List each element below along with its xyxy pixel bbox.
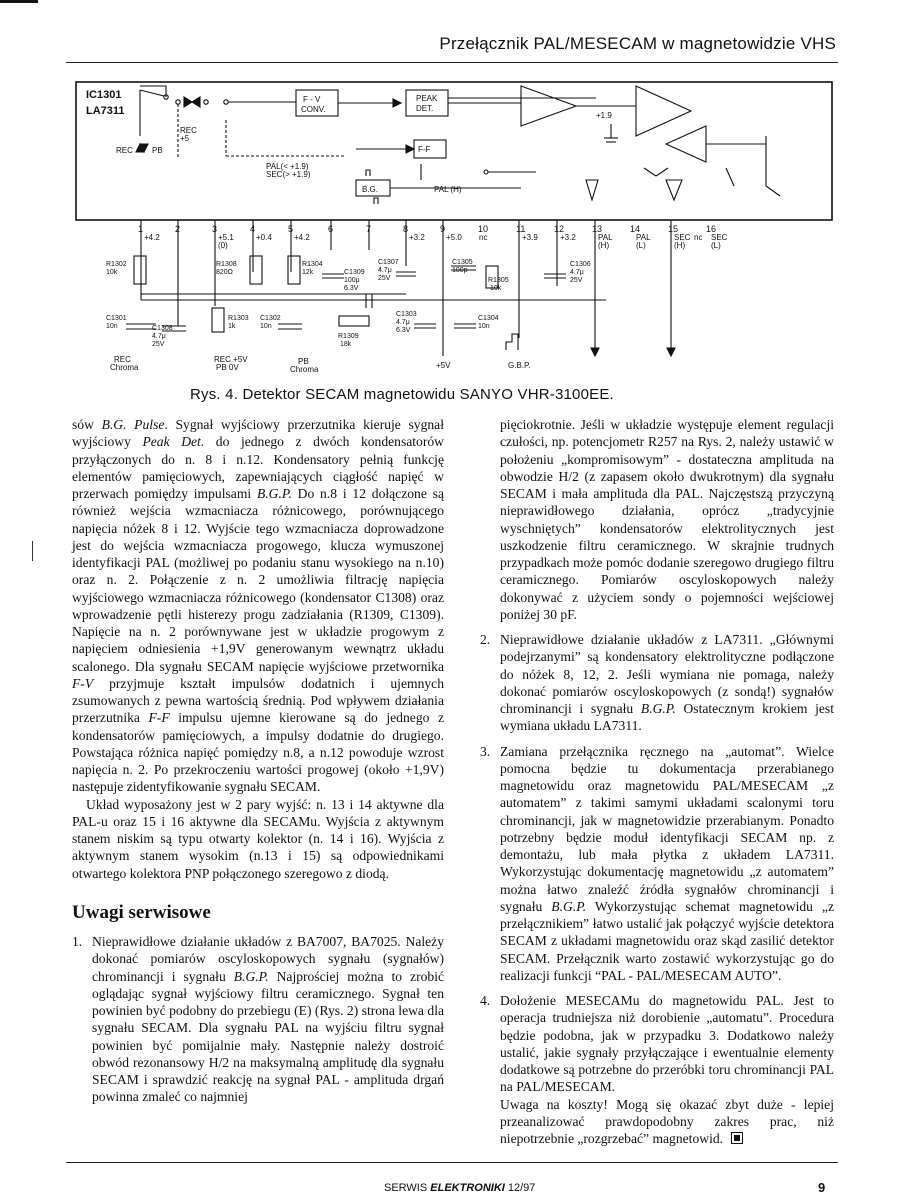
svg-text:10n: 10n [478, 323, 490, 330]
margin-mark [32, 541, 33, 561]
svg-text:25V: 25V [152, 341, 165, 348]
svg-text:7: 7 [366, 224, 372, 234]
svg-text:+0.4: +0.4 [256, 233, 272, 242]
svg-text:25V: 25V [378, 275, 391, 282]
svg-text:F - V: F - V [303, 95, 321, 104]
svg-text:820Ω: 820Ω [216, 269, 233, 276]
list-item: 2. Nieprawidłowe działanie układów z LA7311. „Głównymi podejrzanymi” są kondensatory elektrolityczne podłączone do nóżek 8, 12, 2. Jeśli wymiana nie pomaga, należy dokonać pomiarów oscyloskopowych (z sondą!) sygnałów chrominancji i sygnału B.G.P. Ostatecznym krokiem jest wymiana układu LA7311. [480, 632, 835, 734]
svg-text:nc: nc [694, 233, 703, 242]
svg-text:C1308: C1308 [152, 325, 173, 332]
list-item: 4. Dołożenie MESECAMu do magnetowidu PAL. Jest to operacja trudniejsza niż dorobienie „automatu”. Procedura będzie podobna, jak w przypadku 3. Dodatkowo należy ustalić, jakie sygnały przyłączające i ewentualnie elementy dodatkowe są potrzebne do przeróbki toru chrominancji PAL na PAL/MESECAM. [480, 993, 834, 1095]
svg-text:Chroma: Chroma [290, 365, 319, 374]
svg-text:25V: 25V [570, 277, 583, 284]
svg-text:+5.0: +5.0 [446, 233, 462, 242]
svg-text:4.7μ: 4.7μ [152, 333, 166, 340]
svg-text:REC: REC [180, 126, 197, 135]
ic-type: LA7311 [86, 105, 125, 117]
svg-text:1: 1 [138, 224, 144, 234]
svg-text:14: 14 [630, 224, 641, 234]
list-item: 1. Nieprawidłowe działanie układów z BA7007, BA7025. Należy dokonać pomiarów oscyloskopowych sygnału (sygnałów) chrominancji i sygnału B.G.P. Najprościej można to zrobić oglądając sygnał wyjściowy filtru ceramicznego. Sygnał ten powinien być podobny do przebiegu (E) (Rys. 2) strona lewa dla sygnału SECAM. Dla sygnału PAL na wyjściu filtru sygnał powinien być pomijalnie mały. Następnie należy dostroić obwód rezonansowy H/2 na maksymalną amplitudę dla sygnału SECAM i sprawdzić reakcję na sygnał PAL - amplituda drgań powinna zmaleć co najmniej [72, 934, 444, 1105]
svg-text:5: 5 [288, 224, 294, 234]
svg-text:+3.2: +3.2 [560, 233, 576, 242]
svg-text:Chroma: Chroma [110, 363, 139, 372]
svg-text:C1307: C1307 [378, 259, 399, 266]
svg-text:12: 12 [554, 224, 565, 234]
svg-text:SEC(> +1.9): SEC(> +1.9) [266, 170, 311, 179]
right-column [480, 416, 834, 1147]
svg-text:CONV.: CONV. [301, 105, 326, 114]
svg-text:PB: PB [298, 357, 309, 366]
svg-text:nc: nc [479, 233, 488, 242]
svg-text:SEC: SEC [674, 233, 691, 242]
paragraph: sów B.G. Pulse. Sygnał wyjściowy przerzutnika kieruje sygnał wyjściowy Peak Det. do jednego z dwóch kondensatorów przyłączonych do n. 8 i n.12. Kondensatory pełnią funkcję elementów pamięciowych, zapewniających ciągłość napięć w przerwach pomiędzy impulsami B.G.P. Do n.8 i 12 dołączone są również wejścia wzmacniacza różnicowego, porównującego napięcia nóżek 8 i 12. Wyjście tego wzmacniacza doprowadzone jest do wejścia wzmacniacza progowego, klucza wymuszonej identyfikacji PAL (możliwej po podaniu stanu wysokiego na n.10) oraz n. 2. Połączenie z n. 2 umożliwia filtrację napięcia wyjściowego wzmacniacza różnicowego (kondensator C1308) oraz wprowadzenie pętli histerezy progu zadziałania (R1309, C1309). Napięcie na n. 2 porównywane jest w układzie progowym z napięciem odniesienia +1,9V generowanym wewnątrz układu scalonego. Dla sygnału SECAM napięcie wyjściowe przetwornika F-V przyjmuje kształt impulsów dodatnich i ujemnych zsumowanych z pewna wartością średnią. Pod wpływem działania przerzutnika F-F impulsu ujemne kierowane są do jednego z kondensatorów pamięciowych, a impulsy dodatnie do drugiego. Powstająca różnica napięć pomiędzy n.8, a n.12 powoduje wzrost napięcia n. 2. Po przekroczeniu wartości progowej (około +1,9V) następuje zidentyfikowanie sygnału SECAM. [72, 417, 445, 795]
svg-text:3: 3 [212, 224, 218, 234]
svg-text:(L): (L) [636, 241, 646, 250]
svg-text:R1305: R1305 [488, 277, 509, 284]
svg-text:R1303: R1303 [228, 315, 249, 322]
svg-text:10k: 10k [106, 269, 118, 276]
page-number: 9 [818, 1180, 826, 1195]
svg-text:6.3V: 6.3V [344, 285, 359, 292]
svg-text:+4.2: +4.2 [294, 233, 310, 242]
svg-text:+4.2: +4.2 [144, 233, 160, 242]
svg-text:PB 0V: PB 0V [216, 363, 239, 372]
header-rule [66, 62, 838, 63]
figure-caption: Rys. 4. Detektor SECAM magnetowidu SANYO VHR-3100EE. [190, 386, 614, 403]
svg-text:C1305: C1305 [452, 259, 473, 266]
svg-text:R1304: R1304 [302, 261, 323, 268]
paragraph: Układ wyposażony jest w 2 pary wyjść: n. 13 i 14 aktywne dla PAL-u oraz 15 i 16 aktywne dla SECAMu. Wyjścia z aktywnym stanem niskim są typu otwarty kolektor (n. 14 i 16). Wyjścia z aktywnym stanem wysokim (n.13 i 15) są odpowiednikami otwartego kolektora PNP połączonego szeregowo z diodą. [72, 796, 444, 881]
svg-text:DET.: DET. [416, 104, 434, 113]
svg-text:REC: REC [116, 146, 133, 155]
svg-text:100p: 100p [452, 267, 468, 274]
svg-text:C1309: C1309 [344, 269, 365, 276]
svg-text:10n: 10n [106, 323, 118, 330]
schematic-figure [66, 76, 846, 376]
svg-text:1k: 1k [228, 323, 236, 330]
svg-text:(0): (0) [218, 241, 228, 250]
svg-text:13: 13 [592, 224, 603, 234]
svg-text:15: 15 [668, 224, 679, 234]
svg-text:F-F: F-F [418, 145, 431, 154]
svg-text:+3.2: +3.2 [409, 233, 425, 242]
section-title: Uwagi serwisowe [72, 901, 211, 923]
svg-text:2: 2 [175, 224, 181, 234]
svg-text:SEC: SEC [711, 233, 728, 242]
svg-text:C1304: C1304 [478, 315, 499, 322]
svg-text:B.G.: B.G. [362, 185, 379, 194]
svg-text:4.7μ: 4.7μ [378, 267, 392, 274]
svg-text:PAL: PAL [636, 233, 651, 242]
svg-text:(H): (H) [598, 241, 610, 250]
list-item: 3. Zamiana przełącznika ręcznego na „automat”. Wielce pomocna będzie tu dokumentacja przerabianego magnetowidu oraz magnetowidu PAL/MESECAM „z automatem” z takimi samymi układami scalonymi toru chrominancji, jak w magnetowidzie przerabianym. Ponadto potrzebny będzie moduł identyfikacji SECAM np. z demontażu, lub mała płytka z układem LA7311. Wykorzystując dokumentację magnetowidu „z automatem” można łatwo znaleźć źródła sygnałów chrominancji i sygnału B.G.P. Wykorzystując schemat magnetowidu „z przełącznikiem” łatwo ustalić jak połączyć wyjście detektora SECAM z układami magnetowidu oraz skąd zasilić detektor SECAM. Przełącznik warto zostawić wykorzystując go do realizacji funkcji “PAL - PAL/MESECAM AUTO”. [480, 743, 835, 983]
list-item-continued: pięciokrotnie. Jeśli w układzie występuje element regulacji czułości, np. potencjometr R257 na Rys. 2, należy ustawić w położeniu „kompromisowym” - dostateczna amplituda na obwodzie H/2 (z zapasem około dwukrotnym) dla sygnału SECAM i mała amplituda dla PAL. Najczęstszą przyczyną nieprawidłowego działania, oprócz „tradycyjnie wyschniętych” kondensatorów elektrolitycznych jest uszkodzenie filtru ceramicznego. W skrajnie trudnych przypadkach może pomóc dodanie szeregowo drugiego filtru ceramicznego. Pomiarów oscyloskopowych należy dokonywać z użyciem sondy o pojemności wejściowej poniżej 30 pF. [500, 417, 834, 622]
footer-rule [66, 1162, 838, 1163]
svg-text:+1.9: +1.9 [596, 111, 612, 120]
svg-text:+3.9: +3.9 [522, 233, 538, 242]
svg-text:4: 4 [250, 224, 256, 234]
svg-text:PAL(< +1.9): PAL(< +1.9) [266, 162, 309, 171]
svg-text:9: 9 [440, 224, 446, 234]
svg-text:10k: 10k [490, 285, 502, 292]
svg-text:+5V: +5V [436, 361, 451, 370]
svg-text:PEAK: PEAK [416, 94, 438, 103]
svg-text:C1301: C1301 [106, 315, 127, 322]
svg-text:C1303: C1303 [396, 311, 417, 318]
svg-text:+5.1: +5.1 [218, 233, 234, 242]
svg-text:PB: PB [152, 146, 163, 155]
svg-text:C1302: C1302 [260, 315, 281, 322]
left-column [72, 416, 444, 1106]
svg-text:REC +5V: REC +5V [214, 355, 248, 364]
svg-text:(H): (H) [674, 241, 686, 250]
svg-text:10n: 10n [260, 323, 272, 330]
svg-text:4.7μ: 4.7μ [570, 269, 584, 276]
svg-text:8: 8 [403, 224, 409, 234]
svg-text:11: 11 [516, 224, 526, 234]
corner-mark [0, 0, 38, 3]
end-square-icon [731, 1132, 743, 1144]
svg-text:PAL (H): PAL (H) [434, 185, 462, 194]
svg-text:(L): (L) [711, 241, 721, 250]
svg-text:C1306: C1306 [570, 261, 591, 268]
svg-text:18k: 18k [340, 341, 352, 348]
svg-text:12k: 12k [302, 269, 314, 276]
svg-text:100μ: 100μ [344, 277, 360, 284]
svg-text:6.3V: 6.3V [396, 327, 411, 334]
footer-magazine: SERWIS ELEKTRONIKI 12/97 [384, 1182, 536, 1194]
svg-text:16: 16 [706, 224, 717, 234]
svg-text:R1308: R1308 [216, 261, 237, 268]
svg-text:10: 10 [478, 224, 489, 234]
svg-text:PAL: PAL [598, 233, 613, 242]
list-item-note: Uwaga na koszty! Mogą się okazać zbyt duże - lepiej przeanalizować prawdopodobny zakres prac, niż niepotrzebnie „rozgrzebać” magnetowid. [500, 1096, 834, 1146]
svg-text:R1302: R1302 [106, 261, 127, 268]
svg-text:4.7μ: 4.7μ [396, 319, 410, 326]
svg-text:+5: +5 [180, 134, 190, 143]
svg-text:R1309: R1309 [338, 333, 359, 340]
running-header: Przełącznik PAL/MESECAM w magnetowidzie VHS [439, 34, 836, 53]
svg-text:6: 6 [328, 224, 334, 234]
svg-text:REC: REC [114, 355, 131, 364]
svg-text:G.B.P.: G.B.P. [508, 361, 531, 370]
ic-name: IC1301 [86, 89, 122, 101]
